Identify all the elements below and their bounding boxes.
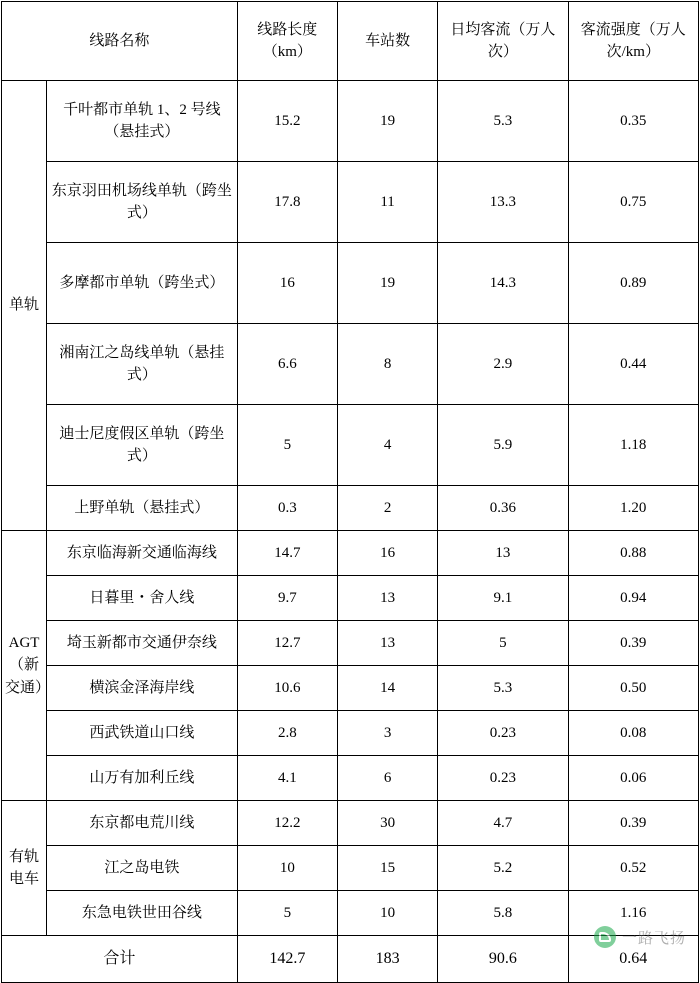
line-name: 东急电铁世田谷线 [47, 891, 238, 936]
line-length: 10 [237, 846, 337, 891]
total-length: 142.7 [237, 936, 337, 983]
line-length: 14.7 [237, 531, 337, 576]
station-count: 30 [337, 801, 437, 846]
line-name: 东京都电荒川线 [47, 801, 238, 846]
line-length: 0.3 [237, 486, 337, 531]
group-label-monorail: 单轨 [2, 81, 47, 531]
flow-intensity: 0.35 [568, 81, 698, 162]
table-row [2, 324, 699, 405]
line-name: 西武铁道山口线 [47, 711, 238, 756]
station-count: 6 [337, 756, 437, 801]
table-row [2, 486, 699, 531]
table-row [2, 576, 699, 621]
flow-intensity: 0.88 [568, 531, 698, 576]
flow-intensity: 0.08 [568, 711, 698, 756]
daily-flow: 5.3 [438, 81, 568, 162]
line-length: 2.8 [237, 711, 337, 756]
total-intensity: 0.64 [568, 936, 698, 983]
flow-intensity: 0.39 [568, 621, 698, 666]
station-count: 4 [337, 405, 437, 486]
line-length: 6.6 [237, 324, 337, 405]
header-daily-flow: 日均客流（万人次） [438, 2, 568, 81]
daily-flow: 5.8 [438, 891, 568, 936]
daily-flow: 13 [438, 531, 568, 576]
line-length: 16 [237, 243, 337, 324]
station-count: 19 [337, 243, 437, 324]
line-name: 千叶都市单轨 1、2 号线（悬挂式） [47, 81, 238, 162]
flow-intensity: 1.18 [568, 405, 698, 486]
daily-flow: 9.1 [438, 576, 568, 621]
daily-flow: 2.9 [438, 324, 568, 405]
table-row [2, 531, 699, 576]
table-row [2, 666, 699, 711]
table-row [2, 81, 699, 162]
station-count: 3 [337, 711, 437, 756]
station-count: 13 [337, 621, 437, 666]
station-count: 13 [337, 576, 437, 621]
line-name: 上野单轨（悬挂式） [47, 486, 238, 531]
line-name: 迪士尼度假区单轨（跨坐式） [47, 405, 238, 486]
header-line-name: 线路名称 [2, 2, 238, 81]
line-length: 12.7 [237, 621, 337, 666]
daily-flow: 5 [438, 621, 568, 666]
flow-intensity: 0.52 [568, 846, 698, 891]
table-row [2, 405, 699, 486]
flow-intensity: 0.75 [568, 162, 698, 243]
line-name: 湘南江之岛线单轨（悬挂式） [47, 324, 238, 405]
line-length: 15.2 [237, 81, 337, 162]
station-count: 10 [337, 891, 437, 936]
line-length: 17.8 [237, 162, 337, 243]
table-row [2, 756, 699, 801]
daily-flow: 0.36 [438, 486, 568, 531]
total-stations: 183 [337, 936, 437, 983]
station-count: 19 [337, 81, 437, 162]
header-station-count: 车站数 [337, 2, 437, 81]
header-row [2, 2, 699, 81]
station-count: 11 [337, 162, 437, 243]
daily-flow: 5.3 [438, 666, 568, 711]
daily-flow: 0.23 [438, 711, 568, 756]
table-row [2, 621, 699, 666]
daily-flow: 5.9 [438, 405, 568, 486]
flow-intensity: 0.39 [568, 801, 698, 846]
flow-intensity: 1.16 [568, 891, 698, 936]
daily-flow: 14.3 [438, 243, 568, 324]
total-label: 合计 [2, 936, 238, 983]
station-count: 8 [337, 324, 437, 405]
watermark-label: 一路飞扬 [621, 930, 686, 947]
line-length: 12.2 [237, 801, 337, 846]
line-length: 9.7 [237, 576, 337, 621]
table-row [2, 243, 699, 324]
line-name: 横滨金泽海岸线 [47, 666, 238, 711]
table-row [2, 801, 699, 846]
group-label-tram: 有轨电车 [2, 801, 47, 936]
flow-intensity: 0.89 [568, 243, 698, 324]
group-label-agt: AGT（新交通） [2, 531, 47, 801]
header-flow-intensity: 客流强度（万人次/km） [568, 2, 698, 81]
daily-flow: 0.23 [438, 756, 568, 801]
document-page [0, 1, 700, 967]
daily-flow: 4.7 [438, 801, 568, 846]
line-name: 山万有加利丘线 [47, 756, 238, 801]
table-row [2, 846, 699, 891]
line-length: 4.1 [237, 756, 337, 801]
table-total-row [2, 936, 699, 983]
flow-intensity: 1.20 [568, 486, 698, 531]
table-header [2, 2, 699, 81]
line-length: 10.6 [237, 666, 337, 711]
line-name: 东京羽田机场线单轨（跨坐式） [47, 162, 238, 243]
table-row [2, 891, 699, 936]
header-line-length: 线路长度（km） [237, 2, 337, 81]
daily-flow: 13.3 [438, 162, 568, 243]
station-count: 16 [337, 531, 437, 576]
line-name: 江之岛电铁 [47, 846, 238, 891]
total-flow: 90.6 [438, 936, 568, 983]
line-name: 多摩都市单轨（跨坐式） [47, 243, 238, 324]
table-row [2, 162, 699, 243]
station-count: 15 [337, 846, 437, 891]
table-row [2, 711, 699, 756]
station-count: 2 [337, 486, 437, 531]
flow-intensity: 0.44 [568, 324, 698, 405]
flow-intensity: 0.94 [568, 576, 698, 621]
line-name: 埼玉新都市交通伊奈线 [47, 621, 238, 666]
station-count: 14 [337, 666, 437, 711]
flow-intensity: 0.50 [568, 666, 698, 711]
rail-lines-table [1, 1, 699, 983]
line-length: 5 [237, 891, 337, 936]
line-name: 日暮里・舍人线 [47, 576, 238, 621]
table-body [2, 81, 699, 983]
daily-flow: 5.2 [438, 846, 568, 891]
flow-intensity: 0.06 [568, 756, 698, 801]
line-name: 东京临海新交通临海线 [47, 531, 238, 576]
line-length: 5 [237, 405, 337, 486]
